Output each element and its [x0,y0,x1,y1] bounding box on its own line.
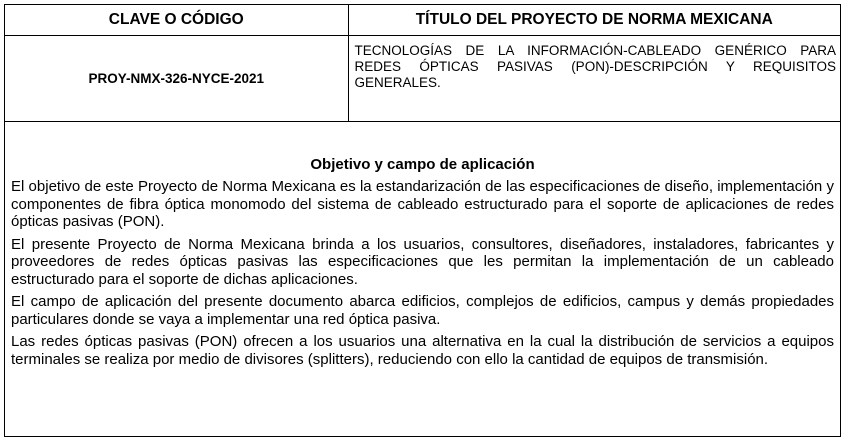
title-column-heading: TÍTULO DEL PROYECTO DE NORMA MEXICANA [348,5,840,36]
header-row [5,5,840,36]
paragraph-3: El campo de aplicación del presente documento abarca edificios, complejos de edificios, campus y demás propiedades particulares donde se vaya a implementar una red óptica pasiva. [11,293,834,328]
paragraph-4: Las redes ópticas pasivas (PON) ofrecen a los usuarios una alternativa en la cual la distribución de servicios a equipos terminales se realiza por medio de divisores (splitters), reduciendo con ello la cantidad de equipos de transmisión. [11,333,834,368]
paragraph-2: El presente Proyecto de Norma Mexicana brinda a los usuarios, consultores, diseñadores, instaladores, fabricantes y proveedores de redes ópticas pasivas las especificaciones que les permitan la implementación de un cableado estructurado para el soporte de dichas aplicaciones. [11,235,834,288]
code-column-heading: CLAVE O CÓDIGO [5,5,348,36]
norm-title: TECNOLOGÍAS DE LA INFORMACIÓN-CABLEADO GENÉRICO PARA REDES ÓPTICAS PASIVAS (PON)-DESCRIPCIÓN Y REQUISITOS GENERALES. [348,36,840,122]
norm-code: PROY-NMX-326-NYCE-2021 [5,36,348,122]
objective-section [5,122,840,368]
paragraph-1: El objetivo de este Proyecto de Norma Mexicana es la estandarización de las especificaciones de diseño, implementación y componentes de fibra óptica monomodo del sistema de cableado estructurado para el soporte de aplicaciones de redes ópticas pasivas (PON). [11,178,834,230]
document-box [4,4,841,437]
content-row [5,36,840,122]
header-table [5,5,840,122]
section-heading: Objetivo y campo de aplicación [310,156,535,173]
